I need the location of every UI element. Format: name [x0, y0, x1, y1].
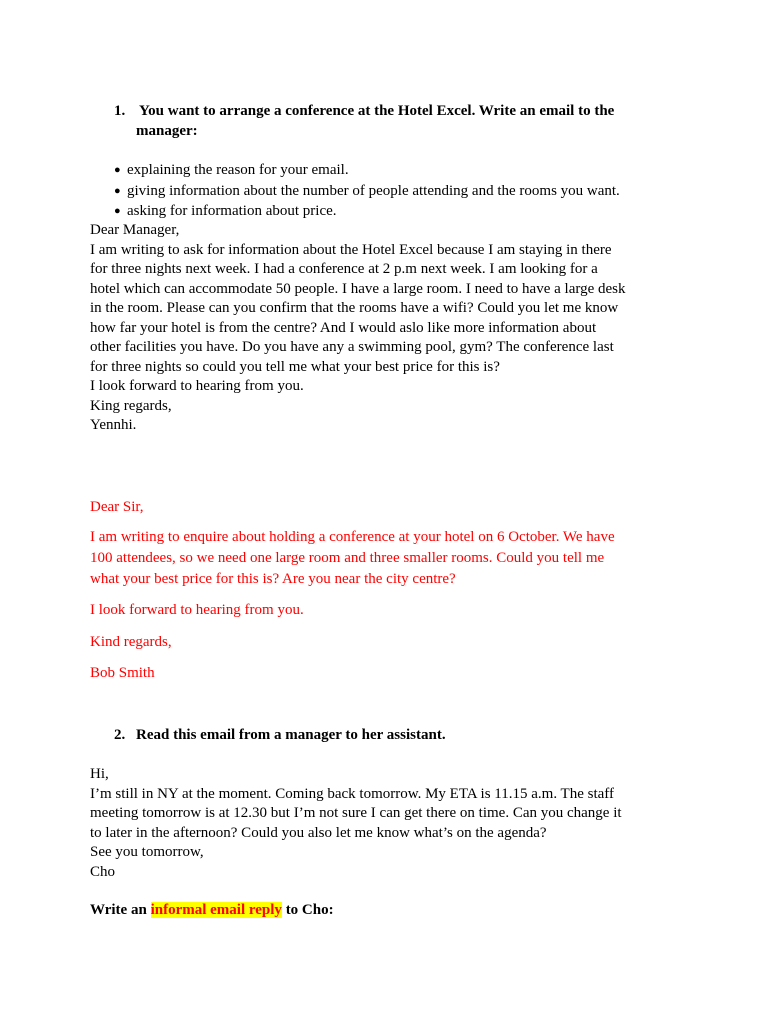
- student-email: [90, 221, 680, 436]
- email-line: how far your hotel is from the centre? And I would aslo like more information about: [90, 319, 597, 336]
- bullet-text: asking for information about price.: [127, 203, 337, 219]
- email-line: in the room. Please can you confirm that the rooms have a wifi? Could you let me know: [90, 300, 619, 316]
- email-line: Dear Manager,: [90, 222, 180, 238]
- bullet-text: explaining the reason for your email.: [127, 162, 349, 178]
- email-line: other facilities you have. Do you have any a swimming pool, gym? The conference last: [90, 339, 614, 355]
- email-line: I look forward to hearing from you.: [90, 378, 304, 394]
- email-line: to later in the afternoon? Could you also let me know what’s on the agenda?: [90, 824, 547, 841]
- email-line: for three nights so could you tell me what your best price for this is?: [90, 358, 500, 375]
- model-email-signoff: Kind regards,: [90, 634, 172, 650]
- email-line: hotel which can accommodate 50 people. I have a large room. I need to have a large desk: [90, 280, 626, 297]
- instruction-prefix: Write an: [90, 902, 151, 918]
- task1-bullet-list: [114, 160, 620, 222]
- task1-number: 1.: [114, 103, 126, 119]
- email-line: I am writing to ask for information about the Hotel Excel because I am staying in there: [90, 241, 612, 258]
- email-line: for three nights next week. I had a conference at 2 p.m next week. I am looking for a: [90, 261, 598, 277]
- task2-heading: [114, 725, 614, 745]
- email-line: what your best price for this is? Are you near the city centre?: [90, 571, 456, 587]
- email-line: meeting tomorrow is at 12.30 but I’m not sure I can get there on time. Can you change it: [90, 805, 622, 821]
- bullet-icon: ●: [114, 205, 121, 217]
- email-line: King regards,: [90, 397, 172, 414]
- model-email-greeting: Dear Sir,: [90, 499, 144, 515]
- bullet-item: [114, 201, 620, 222]
- email-line: See you tomorrow,: [90, 844, 204, 860]
- bullet-icon: ●: [114, 184, 121, 197]
- cho-email: [90, 765, 680, 882]
- email-line: I’m still in NY at the moment. Coming back tomorrow. My ETA is 11.15 a.m. The staff: [90, 785, 615, 802]
- task2-heading-text: Read this email from a manager to her assistant.: [136, 727, 446, 743]
- bullet-text: giving information about the number of people attending and the rooms you want.: [127, 182, 620, 199]
- bullet-icon: ●: [114, 164, 121, 176]
- instruction-highlight: informal email reply: [150, 902, 282, 918]
- task2-instruction: [90, 900, 334, 920]
- model-email-name: Bob Smith: [90, 665, 155, 681]
- email-line: Hi,: [90, 766, 109, 782]
- task1-heading-line1: You want to arrange a conference at the Hotel Excel. Write an email to the: [139, 103, 615, 119]
- email-line: Cho: [90, 863, 116, 880]
- email-line: 100 attendees, so we need one large room and three smaller rooms. Could you tell me: [90, 550, 605, 566]
- task1-heading-line2: manager:: [136, 123, 198, 139]
- email-line: I am writing to enquire about holding a conference at your hotel on 6 October. We have: [90, 529, 615, 545]
- task1-heading: [114, 101, 694, 143]
- bullet-item: [114, 181, 620, 202]
- instruction-suffix: to Cho:: [281, 902, 334, 918]
- model-email-closing: I look forward to hearing from you.: [90, 602, 304, 618]
- model-email-body: [90, 527, 680, 590]
- bullet-item: [114, 160, 620, 181]
- email-line: Yennhi.: [90, 417, 137, 433]
- task2-number: 2.: [114, 727, 126, 743]
